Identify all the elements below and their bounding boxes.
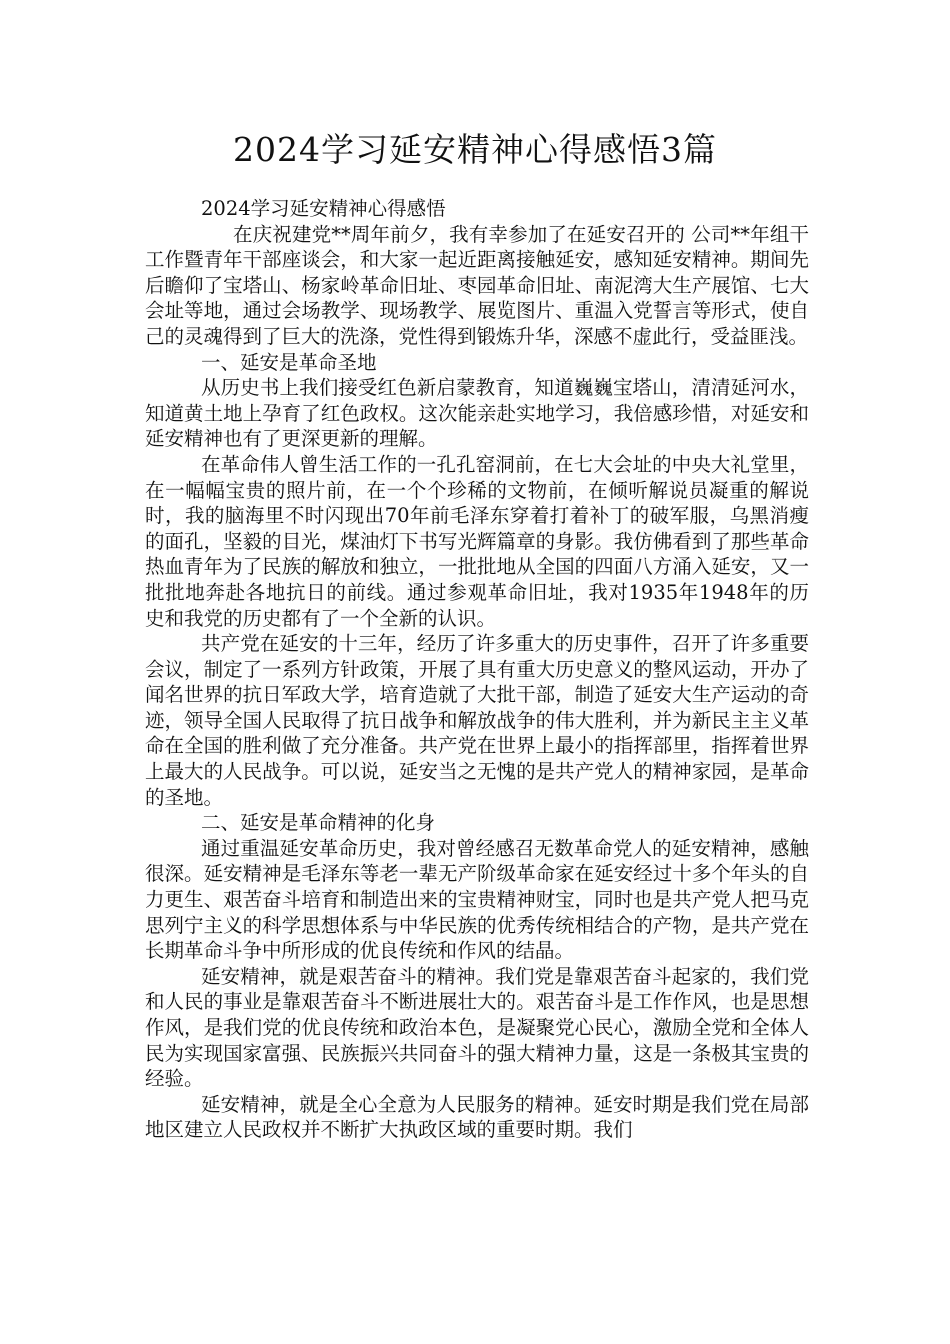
document-title: 2024学习延安精神心得感悟3篇 (233, 130, 717, 169)
body-paragraph: 共产党在延安的十三年，经历了许多重大的历史事件，召开了许多重要会议，制定了一系列方针政策，开展了具有重大历史意义的整风运动，开办了闻名世界的抗日军政大学，培育造就了大批干部，制造了延安大生产运动的奇迹，领导全国人民取得了抗日战争和解放战争的伟大胜利，并为新民主主义革命在全国的胜利做了充分准备。共产党在世界上最小的指挥部里，指挥着世界上最大的人民战争。可以说，延安当之无愧的是共产党人的精神家园，是革命的圣地。 (145, 632, 809, 809)
body-paragraph: 通过重温延安革命历史，我对曾经感召无数革命党人的延安精神，感触很深。延安精神是毛泽东等老一辈无产阶级革命家在延安经过十多个年头的自力更生、艰苦奋斗培育和制造出来的宝贵精神财宝，同时也是共产党人把马克思列宁主义的科学思想体系与中华民族的优秀传统相结合的产物，是共产党在长期革命斗争中所形成的优良传统和作风的结晶。 (145, 836, 809, 963)
body-paragraph: 延安精神，就是全心全意为人民服务的精神。延安时期是我们党在局部地区建立人民政权并不断扩大执政区域的重要时期。我们 (145, 1092, 809, 1142)
document-body (145, 196, 809, 1143)
body-paragraph: 从历史书上我们接受红色新启蒙教育，知道巍巍宝塔山，清清延河水，知道黄土地上孕育了红色政权。这次能亲赴实地学习，我倍感珍惜，对延安和延安精神也有了更深更新的理解。 (145, 376, 809, 451)
body-paragraph: 在庆祝建党**周年前夕，我有幸参加了在延安召开的 公司**年组干工作暨青年干部座谈会，和大家一起近距离接触延安，感知延安精神。期间先后瞻仰了宝塔山、杨家岭革命旧址、枣园革命旧址、南泥湾大生产展馆、七大会址等地，通过会场教学、现场教学、展览图片、重温入党誓言等形式，使自己的灵魂得到了巨大的洗涤，党性得到锻炼升华，深感不虚此行，受益匪浅。 (145, 222, 809, 348)
body-paragraph: 在革命伟人曾生活工作的一孔孔窑洞前，在七大会址的中央大礼堂里，在一幅幅宝贵的照片前，在一个个珍稀的文物前，在倾听解说员凝重的解说时，我的脑海里不时闪现出70年前毛泽东穿着打着补丁的破军服，乌黑消瘦的面孔，坚毅的目光，煤油灯下书写光辉篇章的身影。我仿佛看到了那些革命热血青年为了民族的解放和独立，一批批地从全国的四面八方涌入延安，又一批批地奔赴各地抗日的前线。通过参观革命旧址，我对1935年1948年的历史和我党的历史都有了一个全新的认识。 (145, 452, 809, 630)
section-heading: 一、延安是革命圣地 (201, 350, 377, 374)
subtitle-paragraph: 2024学习延安精神心得感悟 (201, 197, 446, 220)
body-paragraph: 延安精神，就是艰苦奋斗的精神。我们党是靠艰苦奋斗起家的，我们党和人民的事业是靠艰苦奋斗不断进展壮大的。艰苦奋斗是工作作风，也是思想作风，是我们党的优良传统和政治本色，是凝聚党心民心，激励全党和全体人民为实现国家富强、民族振兴共同奋斗的强大精神力量，这是一条极其宝贵的经验。 (145, 964, 809, 1091)
section-heading: 二、延安是革命精神的化身 (201, 811, 436, 835)
